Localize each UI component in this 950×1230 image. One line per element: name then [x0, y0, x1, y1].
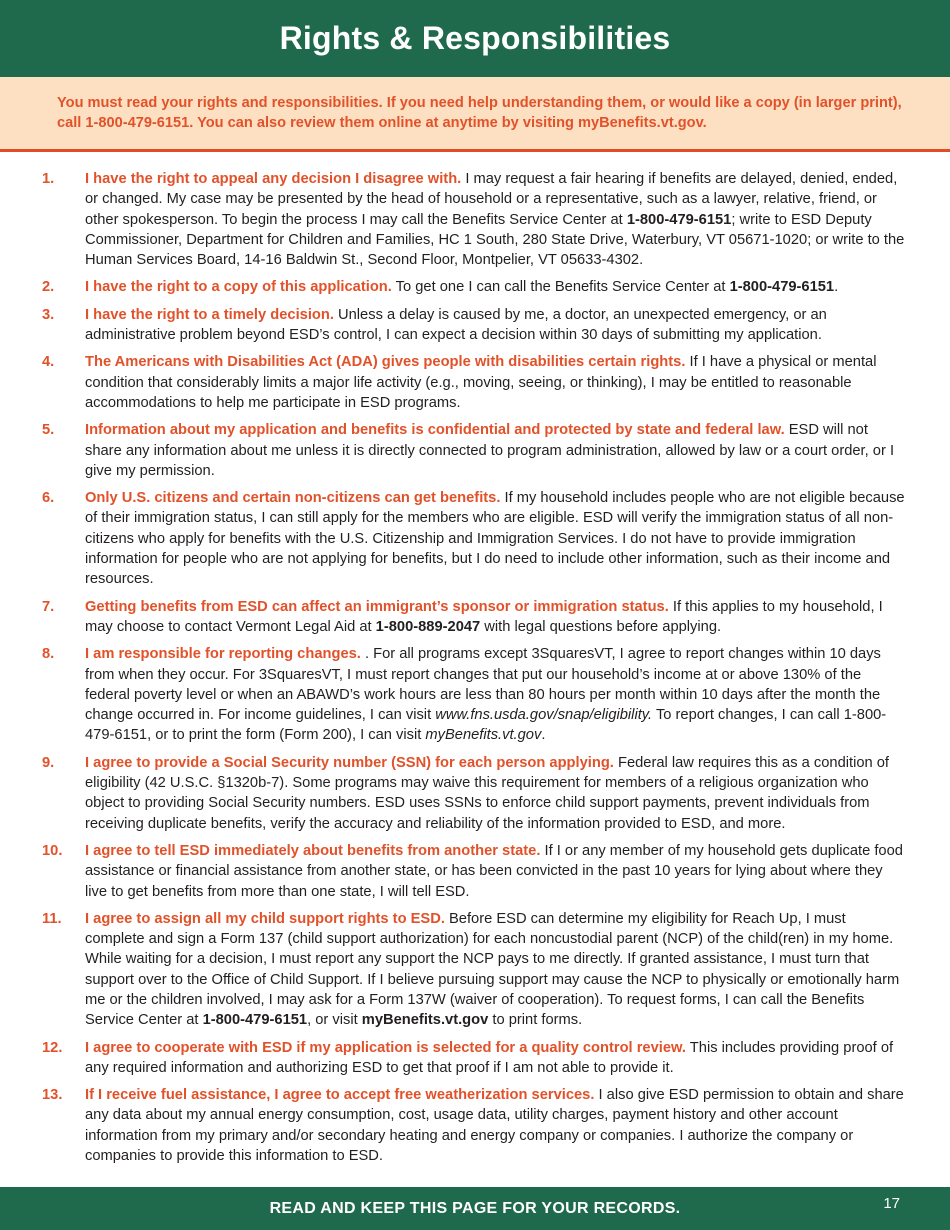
list-item	[0, 841, 950, 902]
list-item	[0, 597, 950, 638]
page-header	[0, 0, 950, 77]
item-heading: I have the right to appeal any decision I disagree with.	[85, 171, 462, 187]
item-text: ; write to ESD Deputy Commissioner, Department for Children and Families, HC 1 South, 280 State Drive, Waterbury, VT 05671-1020; or write to the Human Services Board, 14-16 Baldwin St., Second Floor, Montpelier, VT 05633-4302.	[85, 211, 905, 269]
item-number: 4.	[42, 354, 55, 371]
mybenefits-link[interactable]: myBenefits.vt.gov	[425, 727, 542, 744]
item-number: 9.	[42, 754, 55, 771]
item-heading: The Americans with Disabilities Act (ADA) gives people with disabilities certain rights.	[85, 354, 686, 371]
item-number: 8.	[42, 646, 55, 663]
item-text: To get one I can call the Benefits Service Center at	[391, 279, 730, 296]
item-text: To report changes, I can call 1-800-479-6151, or to print the form (Form 200), I can visit	[85, 707, 887, 744]
item-number: 3.	[42, 306, 55, 323]
page-title: Rights & Responsibilities	[279, 20, 671, 56]
list-item	[0, 420, 950, 481]
item-text: .	[541, 727, 546, 744]
item-heading: I agree to provide a Social Security number (SSN) for each person applying.	[85, 754, 614, 771]
notice-text: You must read your rights and responsibilities. If you need help understanding them, or would like a copy (in larger print), call 1-800-479-6151. You can also review them online at anytime by visiting myBenefits.vt.gov.	[57, 95, 902, 131]
item-text: If this applies to my household, I may choose to contact Vermont Legal Aid at	[85, 598, 883, 635]
item-heading: I agree to assign all my child support rights to ESD.	[85, 910, 445, 927]
list-item	[0, 1038, 950, 1079]
list-item	[0, 169, 950, 270]
item-heading: I agree to tell ESD immediately about benefits from another state.	[85, 842, 541, 859]
item-text: I also give ESD permission to obtain and share any data about my annual energy consumption, cost, usage data, utility charges, payment history and other account information from my primary and/or secondary heating and energy company or companies. I authorize the company or companies to provide this information to ESD.	[85, 1087, 904, 1165]
item-text: to print forms.	[488, 1012, 583, 1029]
list-item	[0, 277, 950, 297]
item-text: Federal law requires this as a condition of eligibility (42 U.S.C. §1320b-7). Some programs may waive this requirement for members of a religious organization who object to providing Social Security numbers. ESD uses SSNs to enforce child support payments, prevent individuals from receiving duplicate benefits, verify the accuracy and reliability of the information provided to ESD, and more.	[85, 754, 890, 832]
item-heading: If I receive fuel assistance, I agree to accept free weatherization services.	[85, 1087, 595, 1104]
phone-number: 1-800-479-6151	[202, 1012, 308, 1029]
rights-list	[0, 169, 950, 1173]
item-number: 6.	[42, 490, 55, 507]
item-text: ESD will not share any information about me unless it is directly connected to program administration, allowed by law or a court order, or I give my permission.	[85, 422, 895, 479]
list-item	[0, 488, 950, 589]
item-heading: Getting benefits from ESD can affect an immigrant’s sponsor or immigration status.	[85, 598, 669, 615]
eligibility-link[interactable]: www.fns.usda.gov/snap/eligibility.	[435, 707, 653, 724]
item-heading: I have the right to a copy of this application.	[85, 279, 392, 296]
phone-number: 1-800-479-6151	[626, 211, 732, 228]
item-number: 2.	[42, 279, 55, 296]
mybenefits-link[interactable]: myBenefits.vt.gov	[361, 1012, 489, 1029]
item-number: 10.	[42, 842, 63, 859]
item-text: , or visit	[307, 1012, 362, 1029]
item-number: 12.	[42, 1039, 63, 1056]
footer-text: READ AND KEEP THIS PAGE FOR YOUR RECORDS.	[269, 1199, 681, 1217]
notice-banner	[0, 77, 950, 152]
phone-number: 1-800-479-6151	[729, 279, 835, 296]
item-number: 1.	[42, 171, 55, 187]
phone-number: 1-800-889-2047	[375, 618, 481, 635]
item-text: .	[834, 279, 839, 296]
item-number: 7.	[42, 598, 55, 615]
item-text: If I or any member of my household gets duplicate food assistance or financial assistance from another state, or has been convicted in the past 10 years for lying about where they live to get benefits from more than one state, I will tell ESD.	[85, 842, 903, 900]
list-item	[0, 352, 950, 413]
item-text: This includes providing proof of any required information and authorizing ESD to get that proof if I am not able to provide it.	[85, 1039, 894, 1076]
item-number: 11.	[42, 910, 62, 927]
item-text: If I have a physical or mental condition that considerably limits a major life activity (e.g., moving, seeing, or thinking), I may be entitled to reasonable accommodations to help me participate in ESD programs.	[85, 354, 877, 411]
item-heading: I am responsible for reporting changes.	[85, 646, 361, 663]
page-footer	[0, 1187, 950, 1230]
item-text: Before ESD can determine my eligibility for Reach Up, I must complete and sign a Form 137 (child support authorization) for each noncustodial parent (NCP) of the child(ren) in my home. While waiting for a decision, I must report any support the NCP pays to me directly. If granted assistance, I must turn that support over to the Office of Child Support. If I believe pursuing support may cause the NCP to physically or emotionally harm me or the children involved, I may ask for a Form 137W (waiver of cooperation). To request forms, I can call the Benefits Service Center at	[85, 910, 900, 1029]
list-item	[0, 909, 950, 1031]
item-heading: I have the right to a timely decision.	[85, 306, 334, 323]
item-text: If my household includes people who are not eligible because of their immigration status, I can still apply for the members who are eligible. ESD will verify the immigration status of all non-citizens who apply for benefits with the U.S. Citizenship and Immigration Services. I do not have to provide immigration information for people who are not applying for benefits, but I do need to include other information, such as their income and resources.	[85, 490, 905, 588]
item-text: I may request a fair hearing if benefits are delayed, denied, ended, or changed. My case may be presented by the head of household or a representative, such as a lawyer, relative, friend, or other spokesperson. To begin the process I may call the Benefits Service Center at	[85, 171, 898, 228]
item-number: 5.	[42, 422, 55, 439]
list-item	[0, 1085, 950, 1166]
item-text: Unless a delay is caused by me, a doctor, an unexpected emergency, or an administrative problem beyond ESD’s control, I can expect a decision within 30 days of submitting my application.	[85, 306, 827, 344]
item-heading: Information about my application and benefits is confidential and protected by state and federal law.	[85, 422, 785, 439]
list-item	[0, 305, 950, 346]
item-text: with legal questions before applying.	[480, 618, 722, 635]
item-heading: I agree to cooperate with ESD if my application is selected for a quality control review.	[85, 1039, 686, 1056]
item-text: . For all programs except 3SquaresVT, I agree to report changes within 10 days from when they occur. For 3SquaresVT, I must report changes that put our household’s income at or above 130% of the federal poverty level or when an ABAWD’s work hours are less than 80 hours per month within 10 days after the month the change occurred in. For income guidelines, I can visit	[85, 646, 881, 724]
list-item	[0, 753, 950, 834]
list-item	[0, 644, 950, 745]
item-number: 13.	[42, 1087, 63, 1104]
page-number: 17	[883, 1195, 900, 1212]
item-heading: Only U.S. citizens and certain non-citizens can get benefits.	[85, 490, 501, 507]
